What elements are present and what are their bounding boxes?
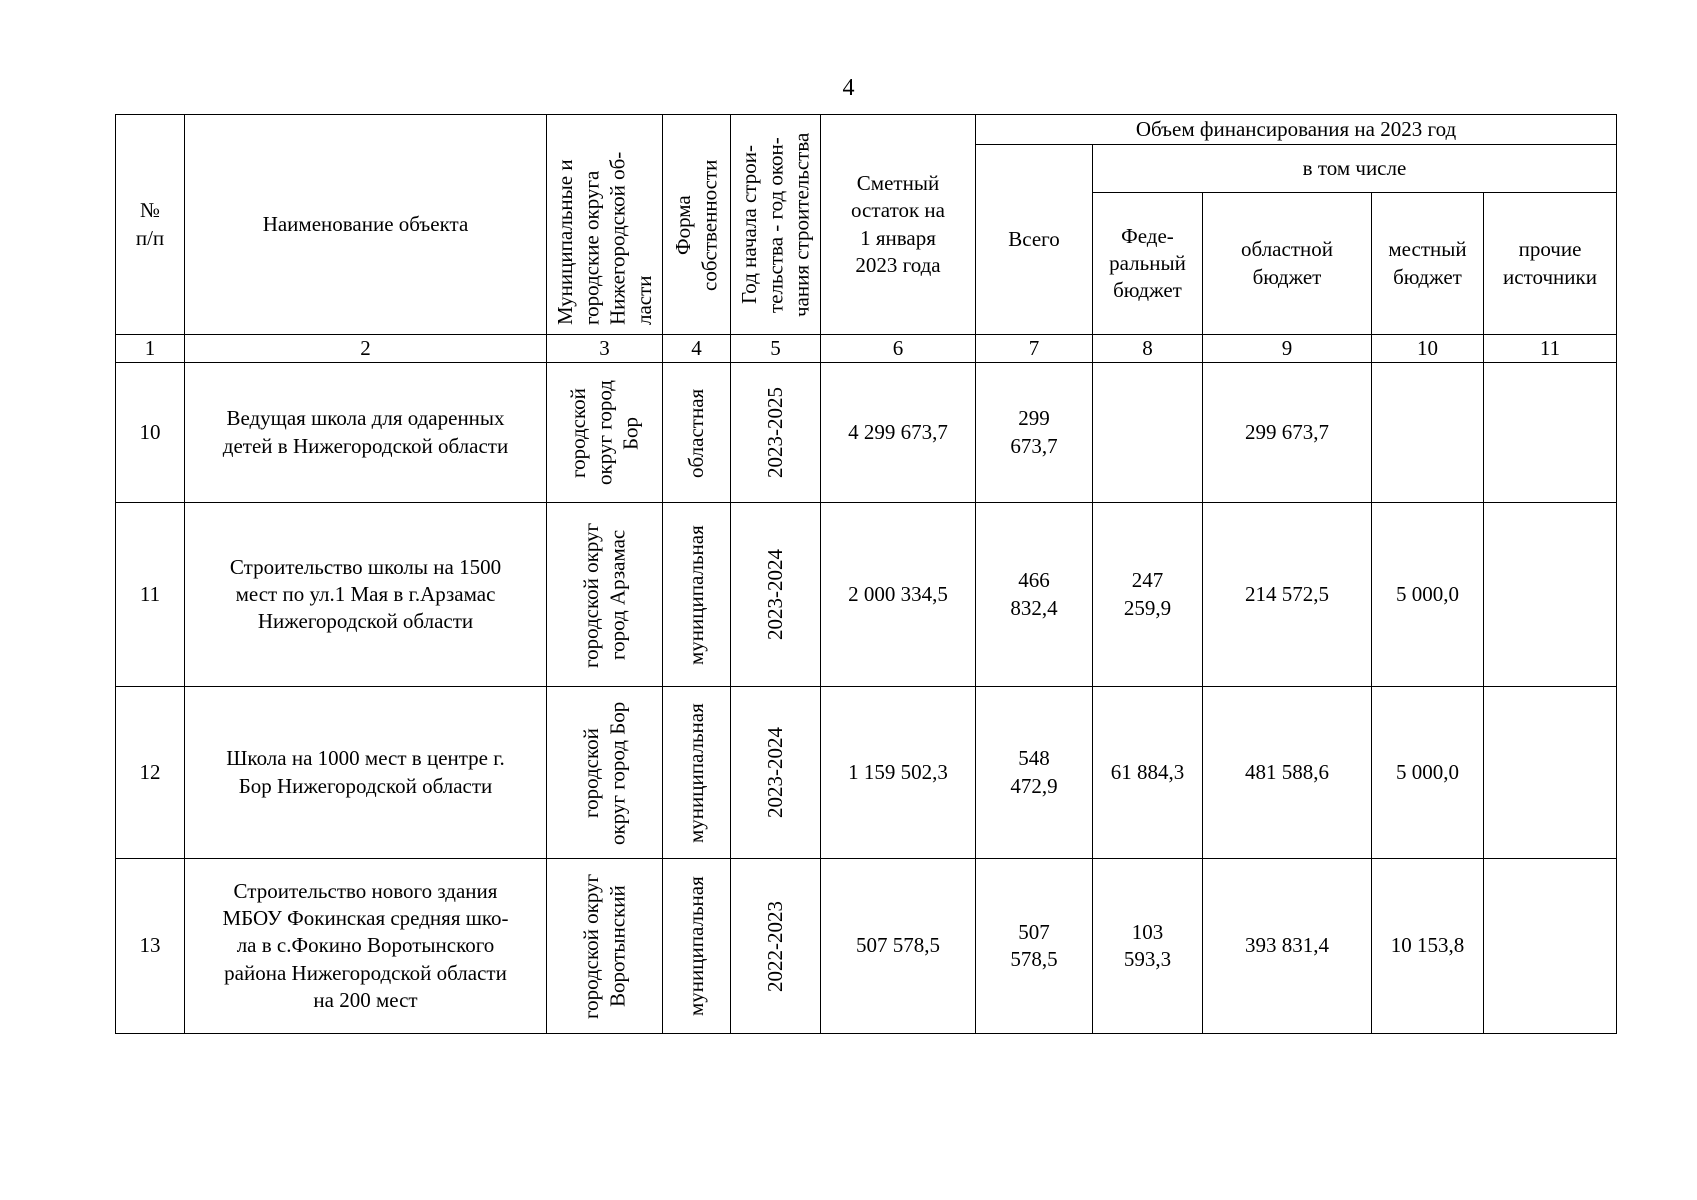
column-number-row <box>116 335 1617 363</box>
ownership: муниципальная <box>684 702 709 843</box>
federal-budget: 247 259,9 <box>1093 503 1203 687</box>
header-years-cell <box>731 115 821 335</box>
column-number: 8 <box>1093 335 1203 363</box>
federal-budget: 61 884,3 <box>1093 687 1203 859</box>
row-number: 11 <box>116 503 185 687</box>
investment-table <box>115 114 1617 1034</box>
column-number: 5 <box>731 335 821 363</box>
municipality-cell <box>547 859 663 1034</box>
ownership: областная <box>684 387 709 478</box>
header-including: в том числе <box>1093 145 1617 193</box>
ownership: муниципальная <box>684 876 709 1016</box>
other-sources <box>1484 859 1617 1034</box>
column-number: 11 <box>1484 335 1617 363</box>
municipality: городской округ город Бор <box>579 700 630 845</box>
column-number: 1 <box>116 335 185 363</box>
object-name: Школа на 1000 мест в центре г. Бор Нижегородской области <box>185 687 547 859</box>
column-number: 7 <box>976 335 1093 363</box>
construction-years: 2023-2024 <box>763 549 788 640</box>
row-number: 13 <box>116 859 185 1034</box>
municipality-cell <box>547 687 663 859</box>
table-row <box>116 687 1617 859</box>
header-num: № п/п <box>116 115 185 335</box>
financing-total: 548 472,9 <box>976 687 1093 859</box>
table-row <box>116 503 1617 687</box>
regional-budget: 299 673,7 <box>1203 363 1372 503</box>
header-name: Наименование объекта <box>185 115 547 335</box>
row-number: 10 <box>116 363 185 503</box>
ownership-cell <box>663 363 731 503</box>
object-name: Строительство нового здания МБОУ Фокинская средняя шко- ла в с.Фокино Воротынского района Нижегородской области на 200 мест <box>185 859 547 1034</box>
estimated-balance: 4 299 673,7 <box>821 363 976 503</box>
years-cell <box>731 503 821 687</box>
years-cell <box>731 363 821 503</box>
estimated-balance: 1 159 502,3 <box>821 687 976 859</box>
row-number: 12 <box>116 687 185 859</box>
object-name: Ведущая школа для одаренных детей в Нижегородской области <box>185 363 547 503</box>
local-budget <box>1372 363 1484 503</box>
local-budget: 5 000,0 <box>1372 687 1484 859</box>
local-budget: 10 153,8 <box>1372 859 1484 1034</box>
municipality: городской округ город Арзамас <box>579 521 630 668</box>
object-name: Строительство школы на 1500 мест по ул.1 Мая в г.Арзамас Нижегородской области <box>185 503 547 687</box>
header-other: прочие источники <box>1484 193 1617 335</box>
header-municipality-cell <box>547 115 663 335</box>
construction-years: 2022-2023 <box>763 900 788 992</box>
regional-budget: 214 572,5 <box>1203 503 1372 687</box>
header-municipality: Муниципальные и городские округа Нижегородской об- ласти <box>553 151 656 325</box>
header-ownership-cell <box>663 115 731 335</box>
column-number: 10 <box>1372 335 1484 363</box>
header-financing: Объем финансирования на 2023 год <box>976 115 1617 145</box>
federal-budget <box>1093 363 1203 503</box>
regional-budget: 481 588,6 <box>1203 687 1372 859</box>
years-cell <box>731 859 821 1034</box>
municipality-cell <box>547 363 663 503</box>
column-number: 9 <box>1203 335 1372 363</box>
municipality: городской округ город Бор <box>566 380 643 485</box>
header-ownership: Форма собственности <box>671 158 722 291</box>
construction-years: 2023-2024 <box>763 727 788 818</box>
header-total: Всего <box>976 145 1093 335</box>
other-sources <box>1484 363 1617 503</box>
years-cell <box>731 687 821 859</box>
column-number: 2 <box>185 335 547 363</box>
header-regional: областной бюджет <box>1203 193 1372 335</box>
financing-total: 507 578,5 <box>976 859 1093 1034</box>
municipality: городской округ Воротынский <box>579 873 630 1019</box>
header-row-1 <box>116 115 1617 145</box>
regional-budget: 393 831,4 <box>1203 859 1372 1034</box>
other-sources <box>1484 687 1617 859</box>
table-row <box>116 859 1617 1034</box>
federal-budget: 103 593,3 <box>1093 859 1203 1034</box>
financing-total: 466 832,4 <box>976 503 1093 687</box>
header-federal: Феде- ральный бюджет <box>1093 193 1203 335</box>
ownership-cell <box>663 503 731 687</box>
page-number: 4 <box>842 75 855 101</box>
municipality-cell <box>547 503 663 687</box>
local-budget: 5 000,0 <box>1372 503 1484 687</box>
ownership-cell <box>663 687 731 859</box>
financing-total: 299 673,7 <box>976 363 1093 503</box>
column-number: 4 <box>663 335 731 363</box>
ownership-cell <box>663 859 731 1034</box>
construction-years: 2023-2025 <box>763 387 788 478</box>
header-local: местный бюджет <box>1372 193 1484 335</box>
header-years: Год начала строи- тельства - год окон- чания строительства <box>737 132 814 317</box>
estimated-balance: 507 578,5 <box>821 859 976 1034</box>
estimated-balance: 2 000 334,5 <box>821 503 976 687</box>
column-number: 6 <box>821 335 976 363</box>
ownership: муниципальная <box>684 524 709 665</box>
column-number: 3 <box>547 335 663 363</box>
header-balance: Сметный остаток на 1 января 2023 года <box>821 115 976 335</box>
other-sources <box>1484 503 1617 687</box>
table-row <box>116 363 1617 503</box>
